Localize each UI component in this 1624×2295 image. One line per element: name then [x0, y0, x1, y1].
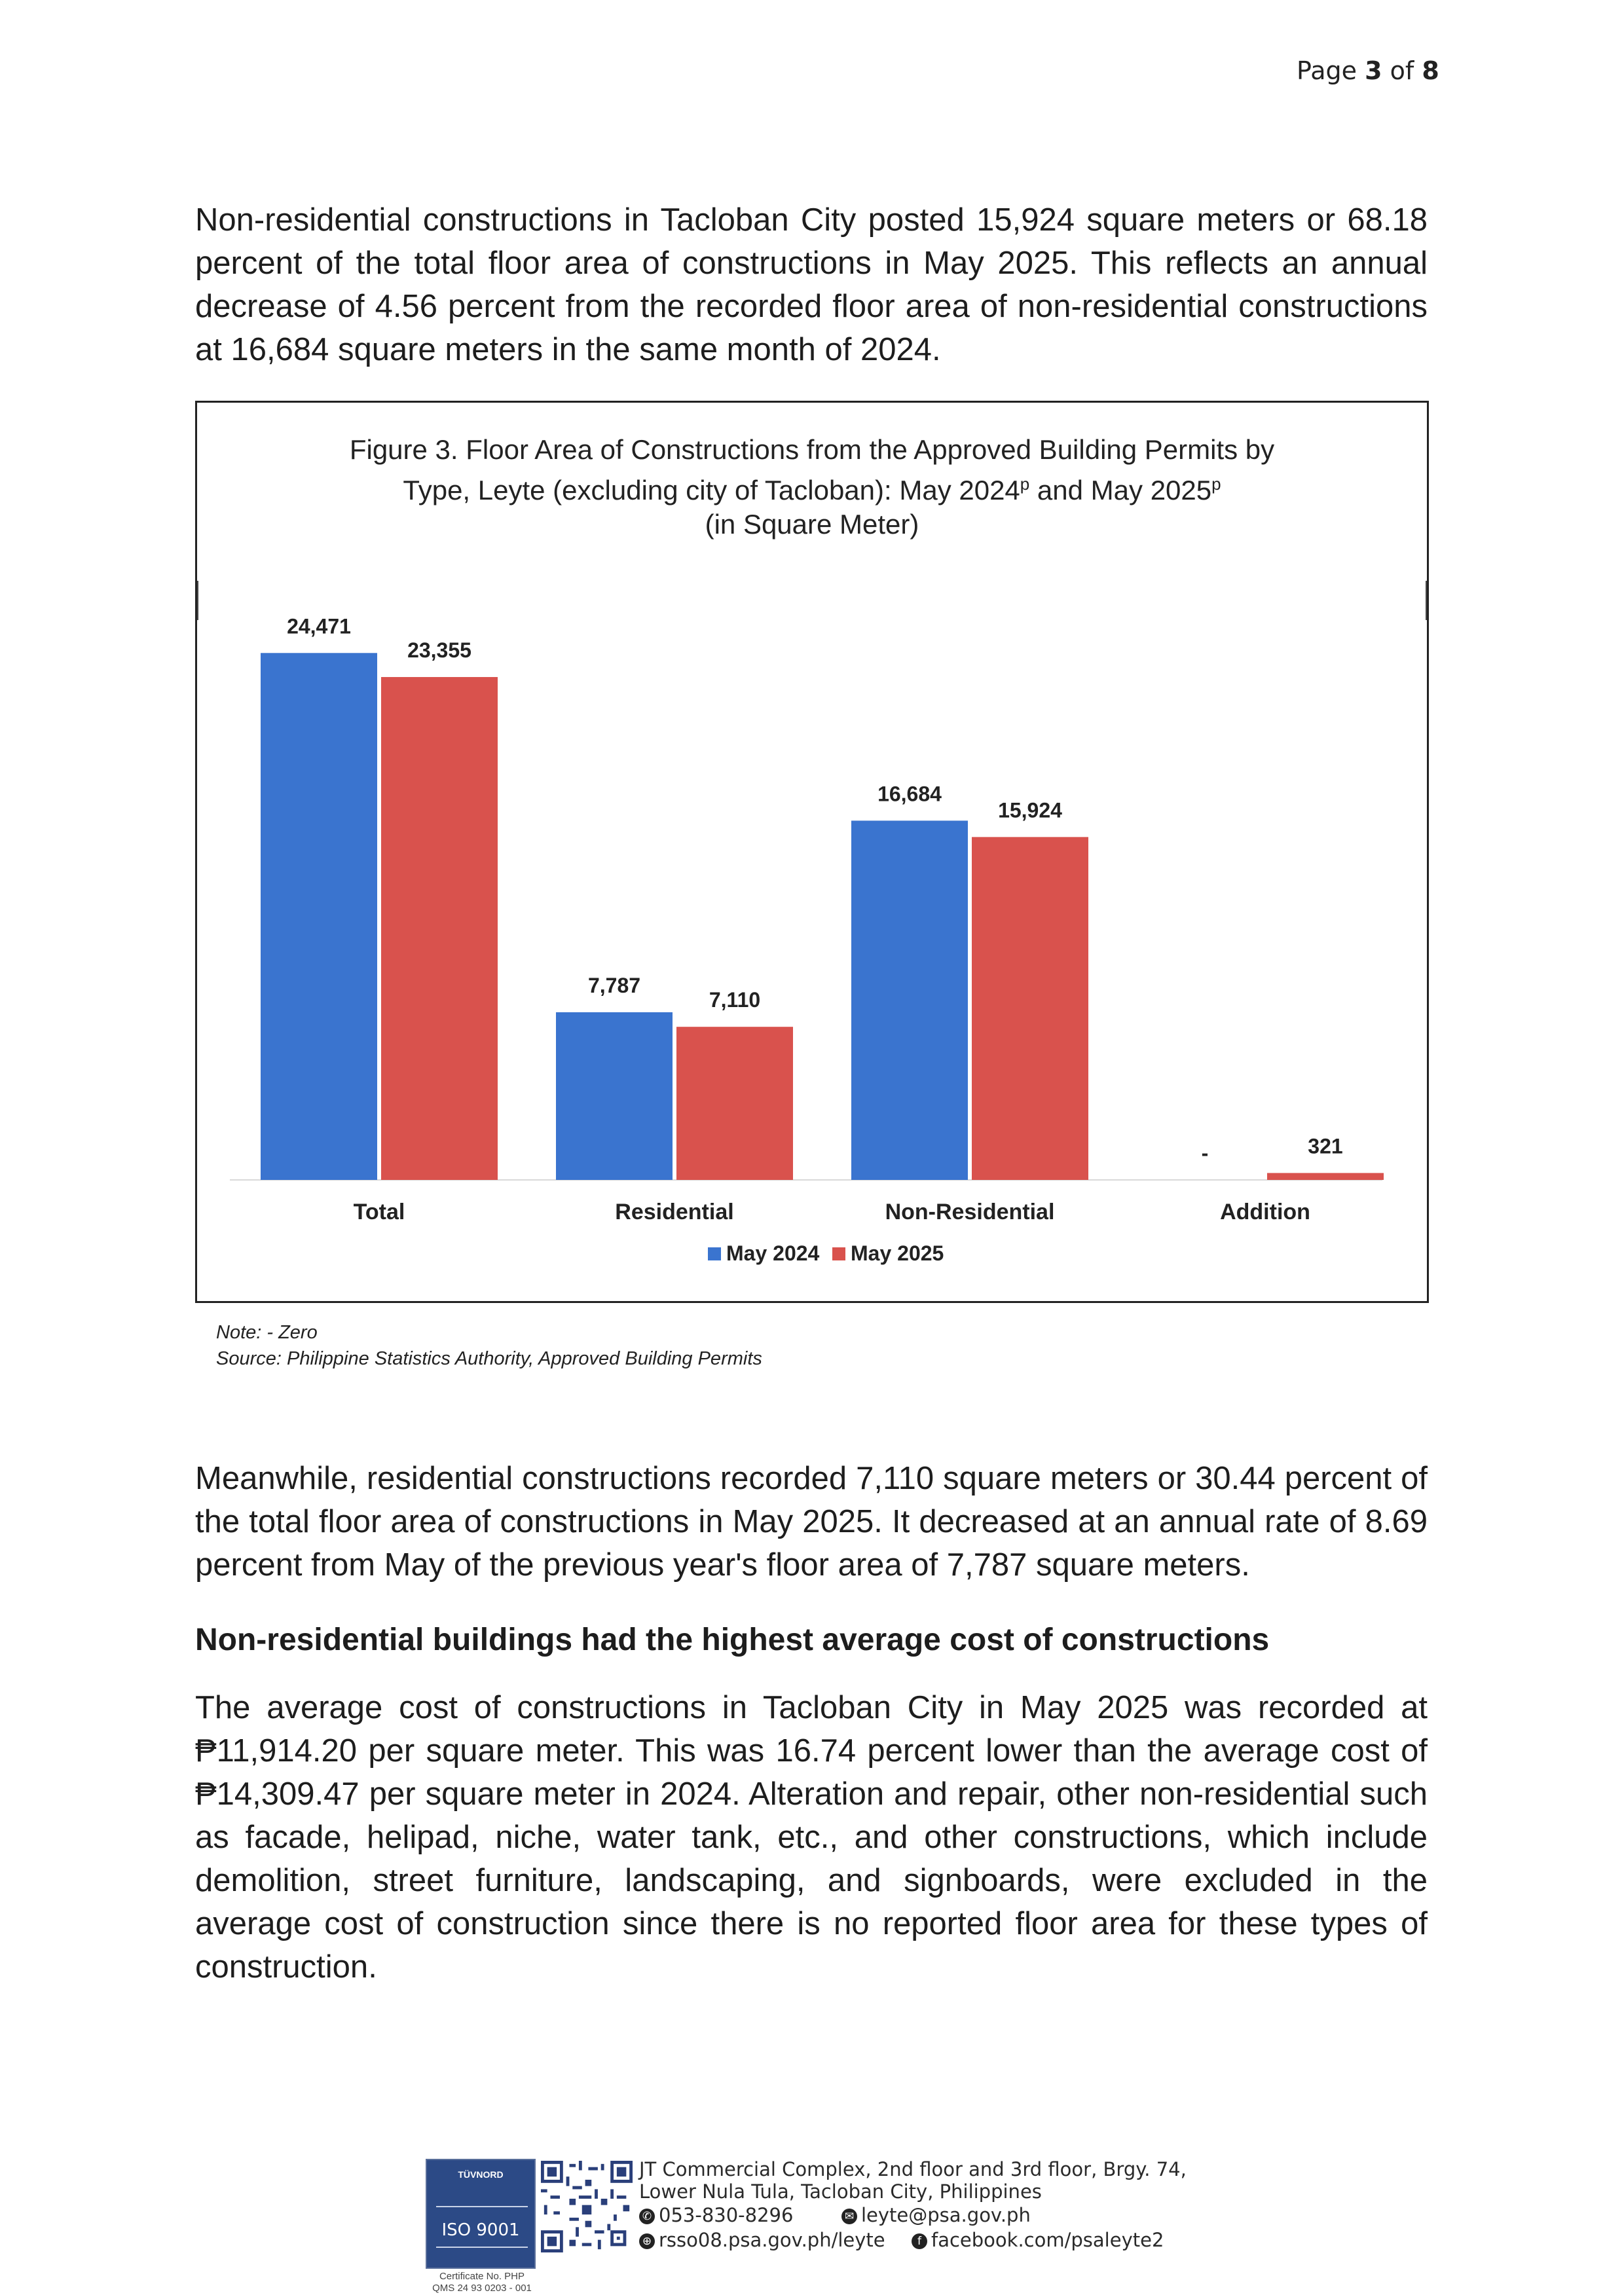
data-label-total-2025: 23,355: [407, 638, 471, 662]
bar-non-residential-2025: [972, 837, 1088, 1180]
footer-address-line2: Lower Nula Tula, Tacloban City, Philippines: [639, 2180, 1042, 2203]
category-label-residential: Residential: [615, 1200, 734, 1224]
page-total: 8: [1422, 56, 1439, 85]
web-icon: ⊕: [639, 2233, 655, 2249]
cert-line2: QMS 24 93 0203 - 001: [432, 2283, 532, 2294]
figure-box: [195, 401, 1429, 1303]
footer-website-url[interactable]: rsso08.psa.gov.ph/leyte: [659, 2229, 885, 2251]
paragraph-residential: Meanwhile, residential constructions recorded 7,110 square meters or 30.44 percent of the total floor area of constructions in May 2025. It decreased at an annual rate of 8.69 percent from May of the previous year's floor area of 7,787 square meters.: [195, 1461, 1428, 1583]
footer-email[interactable]: [841, 2204, 1031, 2226]
phone-icon: ✆: [639, 2209, 655, 2224]
legend-swatch-2024: [708, 1247, 721, 1260]
certificate-number: [424, 2271, 540, 2294]
page-of: of: [1390, 56, 1414, 85]
iso-badge-label: ISO 9001: [441, 2220, 520, 2240]
page-prefix: Page: [1297, 56, 1357, 85]
footer-email-address[interactable]: leyte@psa.gov.ph: [861, 2204, 1031, 2226]
data-label-residential-2025: 7,110: [709, 988, 761, 1012]
qr-code: [541, 2161, 633, 2252]
iso-badge-divider: [436, 2206, 528, 2207]
footer-facebook[interactable]: [912, 2229, 1164, 2251]
page-current: 3: [1365, 56, 1382, 85]
category-label-addition: Addition: [1220, 1200, 1310, 1224]
bar-residential-2025: [676, 1027, 793, 1180]
figure-source: Source: Philippine Statistics Authority, Approved Building Permits: [216, 1348, 762, 1369]
data-label-addition-2024: -: [1201, 1141, 1209, 1165]
category-label-total: Total: [353, 1200, 405, 1224]
figure-notes: [216, 1319, 762, 1372]
footer-phone: [639, 2204, 793, 2226]
figure-title-line3: (in Square Meter): [705, 509, 919, 540]
footer-address-line1: JT Commercial Complex, 2nd floor and 3rd floor, Brgy. 74,: [639, 2158, 1187, 2180]
bar-total-2024: [261, 653, 377, 1180]
email-icon: ✉: [841, 2209, 857, 2224]
data-label-non-residential-2024: 16,684: [877, 782, 942, 806]
iso-badge-divider: [436, 2247, 528, 2248]
footer-phone-number: 053-830-8296: [659, 2204, 794, 2226]
data-label-addition-2025: 321: [1308, 1134, 1343, 1158]
bar-chart: [197, 403, 1427, 1301]
paragraph-nonresidential: Non-residential constructions in Tacloban City posted 15,924 square meters or 68.18 percent of the total floor area of constructions in May 2025. This reflects an annual decrease of 4.56 percent from the recorded floor area of non-residential constructions at 16,684 square meters in the same month of 2024.: [195, 202, 1428, 367]
cert-line1: Certificate No. PHP: [439, 2271, 525, 2282]
category-label-non-residential: Non-Residential: [885, 1200, 1055, 1224]
figure-title-line1: Figure 3. Floor Area of Constructions from the Approved Building Permits by: [349, 434, 1275, 465]
figure-title-line2-a: Type, Leyte (excluding city of Tacloban): May 2024: [403, 475, 1020, 505]
iso-badge-brand: TÜVNORD: [458, 2169, 504, 2180]
legend-label-2024: May 2024: [726, 1241, 820, 1265]
page-number: [1297, 56, 1439, 85]
paragraph-average-cost: The average cost of constructions in Tacloban City in May 2025 was recorded at ₱11,914.20 per square meter. This was 16.74 percent lower than the average cost of ₱14,309.47 per square meter in 2024. Alteration and repair, other non-residential such as facade, helipad, niche, water tank, etc., and other constructions, which include demolition, street furniture, landscaping, and signboards, were excluded in the average cost of construction since there is no reported floor area for these types of construction.: [195, 1690, 1428, 1985]
legend-label-2025: May 2025: [851, 1241, 944, 1265]
bar-residential-2024: [556, 1012, 673, 1180]
legend-swatch-2025: [832, 1247, 845, 1260]
footer-website[interactable]: [639, 2229, 885, 2251]
figure-note: Note: - Zero: [216, 1322, 318, 1343]
bar-total-2025: [381, 677, 498, 1180]
figure-title-sup1: p: [1020, 474, 1030, 494]
iso-certification-badge: [426, 2159, 536, 2269]
figure-title-line2-b: and May 2025: [1029, 475, 1212, 505]
section-heading: Non-residential buildings had the highest average cost of constructions: [195, 1623, 1270, 1657]
footer-facebook-url[interactable]: facebook.com/psaleyte2: [931, 2229, 1164, 2251]
bar-addition-2025: [1267, 1173, 1384, 1180]
data-label-residential-2024: 7,787: [587, 973, 641, 997]
data-label-non-residential-2025: 15,924: [998, 798, 1062, 822]
facebook-icon: f: [912, 2233, 927, 2249]
bar-non-residential-2024: [851, 820, 968, 1180]
figure-title-sup2: p: [1211, 474, 1221, 494]
data-label-total-2024: 24,471: [287, 614, 351, 638]
